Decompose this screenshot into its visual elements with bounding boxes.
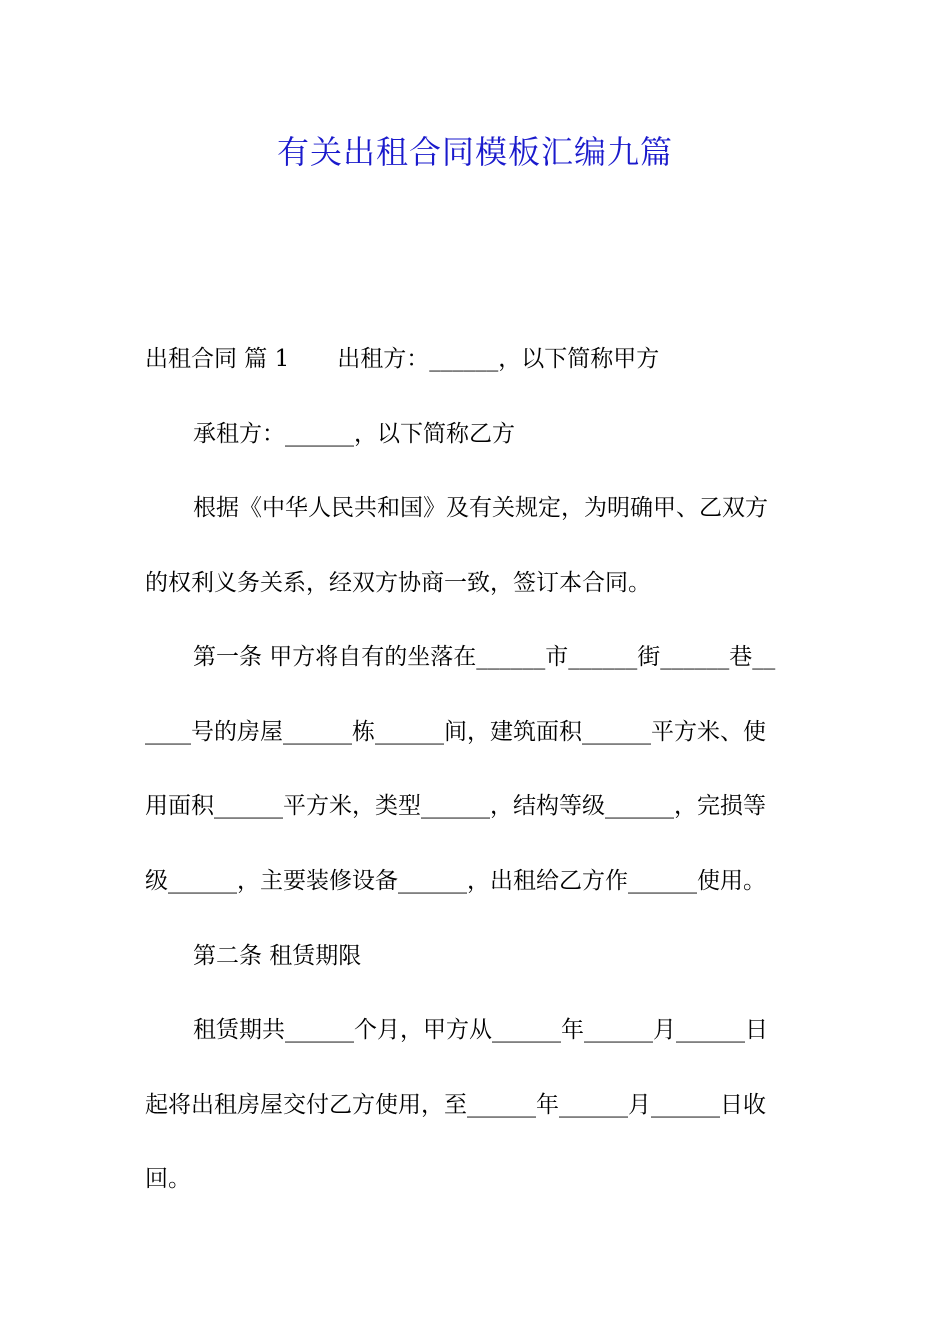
lessor-line: 出租方：______，以下简称甲方 bbox=[337, 346, 660, 372]
document-title: 有关出租合同模板汇编九篇 bbox=[276, 133, 673, 171]
article-1-line-2: ____号的房屋______栋______间，建筑面积______平方米、使 bbox=[145, 719, 766, 745]
article-1-line-3: 用面积______平方米，类型______，结构等级______，完损等 bbox=[145, 793, 766, 819]
article-2-line-3: 回。 bbox=[145, 1166, 191, 1192]
article-2-line-2: 起将出租房屋交付乙方使用，至______年______月______日收 bbox=[145, 1092, 766, 1118]
paragraph-line-1 bbox=[145, 343, 815, 375]
article-1-line-1: 第一条 甲方将自有的坐落在______市______街______巷__ bbox=[193, 644, 776, 670]
article-2-heading: 第二条 租赁期限 bbox=[193, 943, 362, 969]
article-1-line-4: 级______，主要装修设备______，出租给乙方作______使用。 bbox=[145, 868, 766, 894]
contract-heading: 出租合同 篇 1 bbox=[145, 346, 290, 372]
paragraph-line-3: 根据《中华人民共和国》及有关规定，为明确甲、乙双方 bbox=[193, 495, 768, 521]
paragraph-line-4: 的权利义务关系，经双方协商一致，签订本合同。 bbox=[145, 570, 651, 596]
article-2-line-1: 租赁期共______个月，甲方从______年______月______日 bbox=[193, 1017, 768, 1043]
lessee-line: 承租方：______，以下简称乙方 bbox=[193, 421, 515, 447]
